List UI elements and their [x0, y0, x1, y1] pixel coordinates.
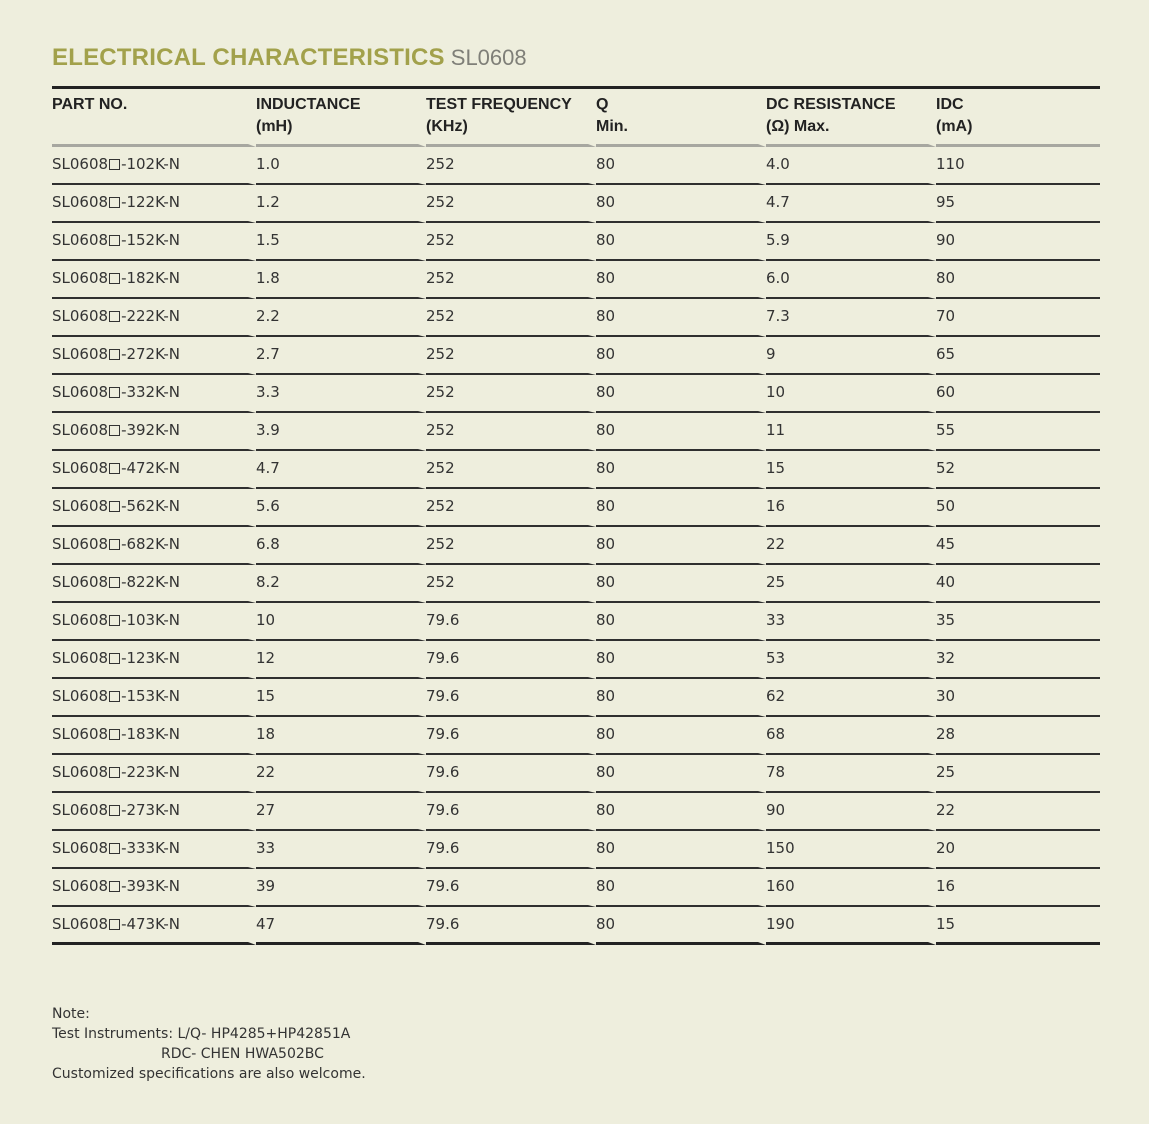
- inductance-cell: 1.8: [256, 261, 426, 299]
- q-cell: 80: [596, 185, 766, 223]
- idc-cell: 40: [936, 565, 1100, 603]
- column-header-line2: (KHz): [426, 118, 468, 135]
- table-row: [52, 261, 1100, 299]
- part-prefix: SL0608: [52, 725, 109, 743]
- column-header-part-no: [52, 92, 256, 147]
- table-row: [52, 299, 1100, 337]
- inductance-cell: 8.2: [256, 565, 426, 603]
- idc-cell: 15: [936, 907, 1100, 945]
- part-no-cell: [52, 907, 256, 945]
- idc-cell: 50: [936, 489, 1100, 527]
- q-cell: 80: [596, 527, 766, 565]
- part-no-cell: [52, 565, 256, 603]
- part-suffix: -153K-N: [121, 687, 181, 705]
- part-prefix: SL0608: [52, 535, 109, 553]
- q-cell: 80: [596, 299, 766, 337]
- table-row: [52, 717, 1100, 755]
- part-no-cell: [52, 603, 256, 641]
- idc-cell: 65: [936, 337, 1100, 375]
- dc-resistance-cell: 15: [766, 451, 936, 489]
- q-cell: 80: [596, 337, 766, 375]
- idc-cell: 25: [936, 755, 1100, 793]
- part-no-cell: [52, 451, 256, 489]
- idc-cell: 70: [936, 299, 1100, 337]
- column-header-line1: DC RESISTANCE: [766, 96, 896, 113]
- part-no-cell: [52, 299, 256, 337]
- option-box-icon: [109, 919, 120, 930]
- inductance-cell: 27: [256, 793, 426, 831]
- q-cell: 80: [596, 375, 766, 413]
- q-cell: 80: [596, 147, 766, 185]
- inductance-cell: 3.9: [256, 413, 426, 451]
- table-header-row: [52, 92, 1100, 147]
- part-prefix: SL0608: [52, 611, 109, 629]
- option-box-icon: [109, 159, 120, 170]
- q-cell: 80: [596, 641, 766, 679]
- dc-resistance-cell: 16: [766, 489, 936, 527]
- dc-resistance-cell: 150: [766, 831, 936, 869]
- idc-cell: 20: [936, 831, 1100, 869]
- test-frequency-cell: 252: [426, 261, 596, 299]
- part-suffix: -272K-N: [121, 345, 181, 363]
- option-box-icon: [109, 539, 120, 550]
- option-box-icon: [109, 881, 120, 892]
- idc-cell: 16: [936, 869, 1100, 907]
- idc-cell: 35: [936, 603, 1100, 641]
- part-suffix: -152K-N: [121, 231, 181, 249]
- inductance-cell: 4.7: [256, 451, 426, 489]
- option-box-icon: [109, 577, 120, 588]
- part-no-cell: [52, 375, 256, 413]
- inductance-cell: 33: [256, 831, 426, 869]
- part-suffix: -102K-N: [121, 155, 181, 173]
- part-prefix: SL0608: [52, 383, 109, 401]
- part-no-cell: [52, 147, 256, 185]
- q-cell: 80: [596, 261, 766, 299]
- notes-block: [52, 1004, 366, 1084]
- part-prefix: SL0608: [52, 497, 109, 515]
- part-no-cell: [52, 223, 256, 261]
- idc-cell: 52: [936, 451, 1100, 489]
- table-row: [52, 337, 1100, 375]
- dc-resistance-cell: 11: [766, 413, 936, 451]
- part-no-cell: [52, 869, 256, 907]
- dc-resistance-cell: 160: [766, 869, 936, 907]
- dc-resistance-cell: 5.9: [766, 223, 936, 261]
- part-no-cell: [52, 641, 256, 679]
- table-row: [52, 679, 1100, 717]
- inductance-cell: 1.0: [256, 147, 426, 185]
- test-frequency-cell: 79.6: [426, 793, 596, 831]
- test-frequency-cell: 252: [426, 565, 596, 603]
- table-row: [52, 641, 1100, 679]
- part-suffix: -472K-N: [121, 459, 181, 477]
- electrical-characteristics-section: [52, 44, 1100, 933]
- option-box-icon: [109, 843, 120, 854]
- part-suffix: -122K-N: [121, 193, 181, 211]
- idc-cell: 90: [936, 223, 1100, 261]
- inductance-cell: 1.2: [256, 185, 426, 223]
- column-header-line1: PART NO.: [52, 96, 128, 113]
- part-prefix: SL0608: [52, 877, 109, 895]
- note-customized: Customized specifications are also welcome.: [52, 1066, 366, 1082]
- dc-resistance-cell: 10: [766, 375, 936, 413]
- page-title: [52, 44, 1100, 72]
- column-header-line1: INDUCTANCE: [256, 96, 361, 113]
- part-suffix: -822K-N: [121, 573, 181, 591]
- test-frequency-cell: 252: [426, 223, 596, 261]
- dc-resistance-cell: 4.0: [766, 147, 936, 185]
- inductance-cell: 2.7: [256, 337, 426, 375]
- column-header-q: [596, 92, 766, 147]
- inductance-cell: 6.8: [256, 527, 426, 565]
- test-frequency-cell: 252: [426, 413, 596, 451]
- idc-cell: 80: [936, 261, 1100, 299]
- table-row: [52, 793, 1100, 831]
- option-box-icon: [109, 349, 120, 360]
- inductance-cell: 2.2: [256, 299, 426, 337]
- table-row: [52, 907, 1100, 945]
- option-box-icon: [109, 463, 120, 474]
- q-cell: 80: [596, 413, 766, 451]
- dc-resistance-cell: 90: [766, 793, 936, 831]
- table-body: [52, 147, 1100, 945]
- part-prefix: SL0608: [52, 421, 109, 439]
- inductance-cell: 39: [256, 869, 426, 907]
- column-header-line1: IDC: [936, 96, 964, 113]
- option-box-icon: [109, 197, 120, 208]
- part-suffix: -333K-N: [121, 839, 181, 857]
- idc-cell: 32: [936, 641, 1100, 679]
- q-cell: 80: [596, 793, 766, 831]
- part-prefix: SL0608: [52, 687, 109, 705]
- part-prefix: SL0608: [52, 573, 109, 591]
- test-frequency-cell: 252: [426, 375, 596, 413]
- test-frequency-cell: 79.6: [426, 831, 596, 869]
- part-suffix: -473K-N: [121, 915, 181, 933]
- title-main: ELECTRICAL CHARACTERISTICS: [52, 44, 445, 71]
- idc-cell: 45: [936, 527, 1100, 565]
- part-no-cell: [52, 527, 256, 565]
- column-header-line1: TEST FREQUENCY: [426, 96, 572, 113]
- table-top-rule: [52, 86, 1100, 89]
- option-box-icon: [109, 729, 120, 740]
- note-instruments-rdc: RDC- CHEN HWA502BC: [161, 1046, 324, 1062]
- part-no-cell: [52, 185, 256, 223]
- table-row: [52, 755, 1100, 793]
- part-suffix: -182K-N: [121, 269, 181, 287]
- q-cell: 80: [596, 679, 766, 717]
- table-row: [52, 375, 1100, 413]
- column-header-line2: (Ω) Max.: [766, 118, 830, 135]
- q-cell: 80: [596, 869, 766, 907]
- q-cell: 80: [596, 755, 766, 793]
- part-prefix: SL0608: [52, 345, 109, 363]
- table-row: [52, 223, 1100, 261]
- part-suffix: -222K-N: [121, 307, 181, 325]
- part-prefix: SL0608: [52, 459, 109, 477]
- title-model: SL0608: [450, 45, 527, 70]
- option-box-icon: [109, 425, 120, 436]
- test-frequency-cell: 79.6: [426, 679, 596, 717]
- test-frequency-cell: 79.6: [426, 907, 596, 945]
- inductance-cell: 3.3: [256, 375, 426, 413]
- part-prefix: SL0608: [52, 915, 109, 933]
- part-prefix: SL0608: [52, 649, 109, 667]
- q-cell: 80: [596, 223, 766, 261]
- part-no-cell: [52, 831, 256, 869]
- option-box-icon: [109, 767, 120, 778]
- part-no-cell: [52, 793, 256, 831]
- table-row: [52, 603, 1100, 641]
- test-frequency-cell: 252: [426, 147, 596, 185]
- test-frequency-cell: 252: [426, 185, 596, 223]
- column-header-test-frequency: [426, 92, 596, 147]
- part-no-cell: [52, 489, 256, 527]
- dc-resistance-cell: 22: [766, 527, 936, 565]
- dc-resistance-cell: 68: [766, 717, 936, 755]
- dc-resistance-cell: 53: [766, 641, 936, 679]
- part-prefix: SL0608: [52, 839, 109, 857]
- dc-resistance-cell: 62: [766, 679, 936, 717]
- option-box-icon: [109, 653, 120, 664]
- q-cell: 80: [596, 451, 766, 489]
- inductance-cell: 47: [256, 907, 426, 945]
- part-suffix: -562K-N: [121, 497, 181, 515]
- dc-resistance-cell: 4.7: [766, 185, 936, 223]
- option-box-icon: [109, 501, 120, 512]
- test-frequency-cell: 79.6: [426, 717, 596, 755]
- part-prefix: SL0608: [52, 155, 109, 173]
- test-frequency-cell: 79.6: [426, 755, 596, 793]
- table-row: [52, 869, 1100, 907]
- dc-resistance-cell: 9: [766, 337, 936, 375]
- column-header-idc: [936, 92, 1100, 147]
- part-prefix: SL0608: [52, 763, 109, 781]
- option-box-icon: [109, 615, 120, 626]
- part-no-cell: [52, 413, 256, 451]
- column-header-dc-resistance: [766, 92, 936, 147]
- q-cell: 80: [596, 565, 766, 603]
- part-no-cell: [52, 717, 256, 755]
- characteristics-table: [52, 92, 1100, 945]
- table-row: [52, 451, 1100, 489]
- inductance-cell: 10: [256, 603, 426, 641]
- column-header-line2: (mA): [936, 118, 973, 135]
- option-box-icon: [109, 311, 120, 322]
- part-suffix: -682K-N: [121, 535, 181, 553]
- part-suffix: -392K-N: [121, 421, 181, 439]
- table-row: [52, 185, 1100, 223]
- test-frequency-cell: 252: [426, 451, 596, 489]
- idc-cell: 28: [936, 717, 1100, 755]
- inductance-cell: 22: [256, 755, 426, 793]
- table-row: [52, 147, 1100, 185]
- table-row: [52, 527, 1100, 565]
- dc-resistance-cell: 78: [766, 755, 936, 793]
- option-box-icon: [109, 691, 120, 702]
- q-cell: 80: [596, 489, 766, 527]
- part-no-cell: [52, 337, 256, 375]
- option-box-icon: [109, 273, 120, 284]
- part-prefix: SL0608: [52, 801, 109, 819]
- table-row: [52, 413, 1100, 451]
- option-box-icon: [109, 805, 120, 816]
- test-frequency-cell: 79.6: [426, 603, 596, 641]
- note-instruments-lq: Test Instruments: L/Q- HP4285+HP42851A: [52, 1026, 351, 1042]
- dc-resistance-cell: 7.3: [766, 299, 936, 337]
- part-suffix: -103K-N: [121, 611, 181, 629]
- q-cell: 80: [596, 603, 766, 641]
- column-header-line1: Q: [596, 96, 609, 113]
- table-row: [52, 831, 1100, 869]
- test-frequency-cell: 79.6: [426, 869, 596, 907]
- dc-resistance-cell: 190: [766, 907, 936, 945]
- part-suffix: -223K-N: [121, 763, 181, 781]
- part-suffix: -393K-N: [121, 877, 181, 895]
- part-no-cell: [52, 755, 256, 793]
- idc-cell: 30: [936, 679, 1100, 717]
- test-frequency-cell: 252: [426, 527, 596, 565]
- part-suffix: -183K-N: [121, 725, 181, 743]
- note-label: Note:: [52, 1006, 90, 1022]
- idc-cell: 95: [936, 185, 1100, 223]
- dc-resistance-cell: 6.0: [766, 261, 936, 299]
- part-prefix: SL0608: [52, 193, 109, 211]
- q-cell: 80: [596, 831, 766, 869]
- idc-cell: 110: [936, 147, 1100, 185]
- table-row: [52, 489, 1100, 527]
- dc-resistance-cell: 33: [766, 603, 936, 641]
- part-suffix: -273K-N: [121, 801, 181, 819]
- inductance-cell: 15: [256, 679, 426, 717]
- option-box-icon: [109, 235, 120, 246]
- column-header-inductance: [256, 92, 426, 147]
- test-frequency-cell: 252: [426, 299, 596, 337]
- idc-cell: 55: [936, 413, 1100, 451]
- part-suffix: -332K-N: [121, 383, 181, 401]
- part-suffix: -123K-N: [121, 649, 181, 667]
- inductance-cell: 1.5: [256, 223, 426, 261]
- option-box-icon: [109, 387, 120, 398]
- test-frequency-cell: 252: [426, 337, 596, 375]
- inductance-cell: 18: [256, 717, 426, 755]
- test-frequency-cell: 252: [426, 489, 596, 527]
- idc-cell: 60: [936, 375, 1100, 413]
- inductance-cell: 12: [256, 641, 426, 679]
- part-prefix: SL0608: [52, 269, 109, 287]
- inductance-cell: 5.6: [256, 489, 426, 527]
- q-cell: 80: [596, 717, 766, 755]
- part-no-cell: [52, 679, 256, 717]
- part-no-cell: [52, 261, 256, 299]
- table-row: [52, 565, 1100, 603]
- test-frequency-cell: 79.6: [426, 641, 596, 679]
- q-cell: 80: [596, 907, 766, 945]
- idc-cell: 22: [936, 793, 1100, 831]
- part-prefix: SL0608: [52, 307, 109, 325]
- dc-resistance-cell: 25: [766, 565, 936, 603]
- column-header-line2: Min.: [596, 118, 628, 135]
- column-header-line2: (mH): [256, 118, 293, 135]
- part-prefix: SL0608: [52, 231, 109, 249]
